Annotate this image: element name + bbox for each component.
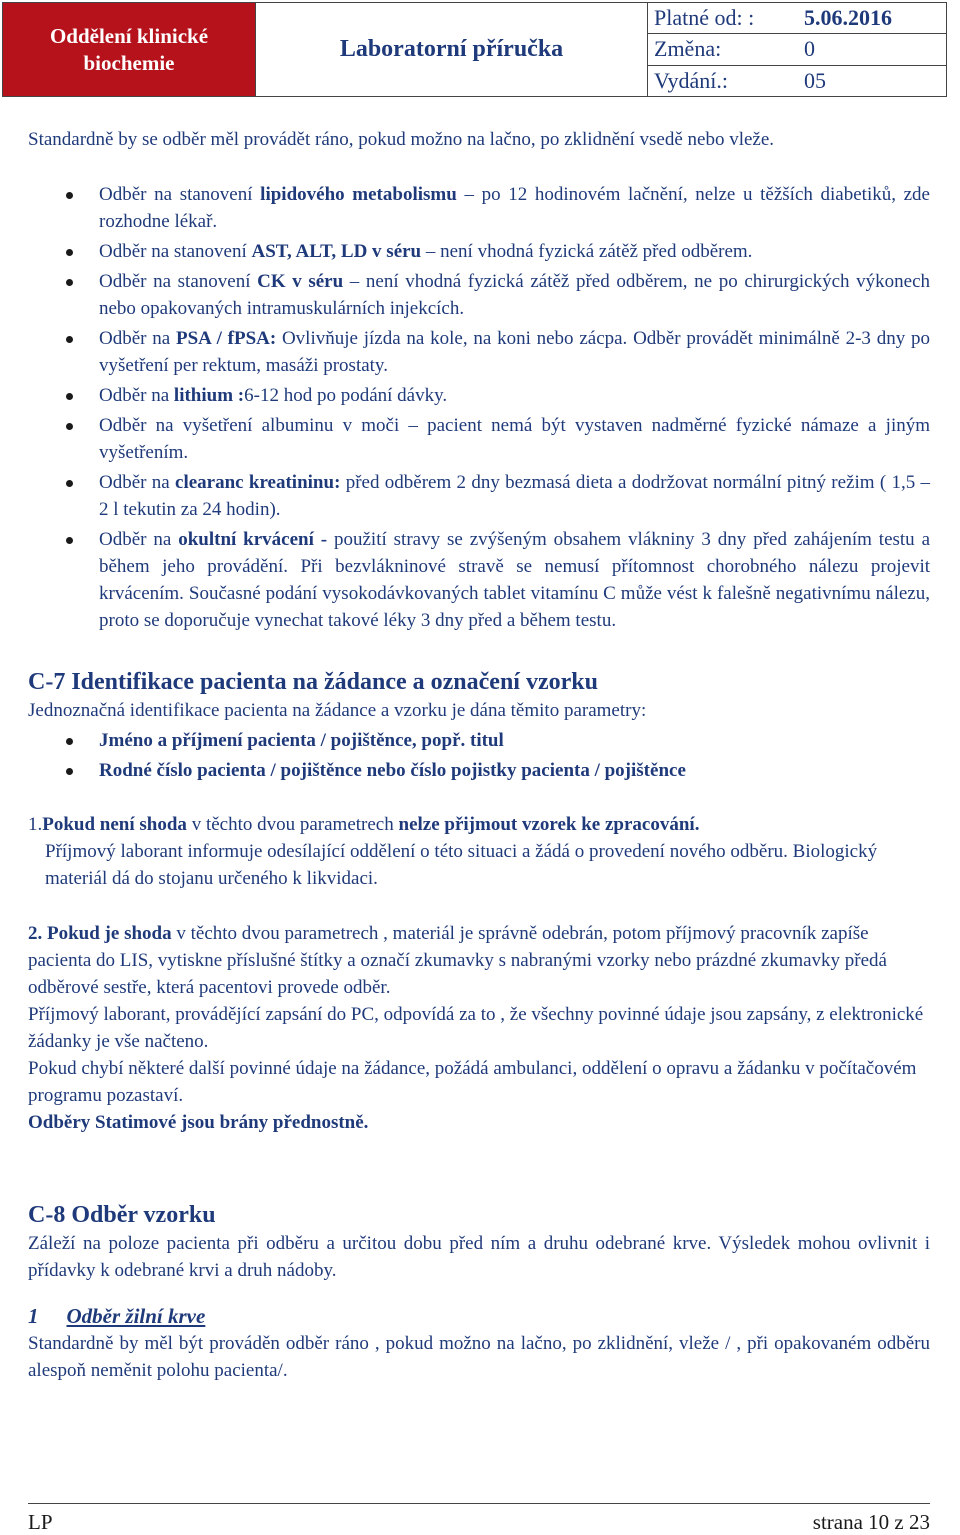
list-item: Odběr na lithium :6-12 hod po podání dávky.	[28, 382, 930, 409]
section-c7-intro: Jednoznačná identifikace pacienta na žádance a vzorku je dána těmito parametry:	[28, 700, 647, 721]
list-item: Jméno a příjmení pacienta / pojištěnce, popř. titul	[28, 727, 930, 754]
list-item: Odběr na vyšetření albuminu v moči – pacient nemá být vystaven nadměrné fyzické námaze a jiným vyšetřením.	[28, 412, 930, 466]
venous-blood-heading: 1 Odběr žilní krve	[28, 1304, 206, 1328]
match-paragraph: 2. Pokud je shoda v těchto dvou parametrech , materiál je správně odebrán, potom příjmový pracovník zapíše pacienta do LIS, vytiskne příslušné štítky a označí zkumavky s nabranými vzorky nebo prázdné zkumavky předá odběrové sestře, která pacentovi provede odběr.	[28, 923, 887, 998]
page-number: strana 10 z 23	[812, 1510, 930, 1534]
no-match-paragraph: 1.Pokud není shoda v těchto dvou parametrech nelze přijmout vzorek ke zpracování.	[28, 814, 700, 835]
statim-note: Odběry Statimové jsou brány přednostně.	[28, 1112, 369, 1133]
section-c8-text: Záleží na poloze pacienta při odběru a určitou dobu před ním a druhu odebrané krve. Výsledek mohou ovlivnit i přídavky k odebrané krvi a druh nádoby.	[28, 1233, 930, 1281]
change-label: Změna:	[654, 36, 722, 62]
intro-paragraph: Standardně by se odběr měl provádět ráno, pokud možno na lačno, po zklidnění vsedě nebo vleže.	[28, 129, 775, 150]
list-item: Odběr na stanovení AST, ALT, LD v séru – není vhodná fyzická zátěž před odběrem.	[28, 238, 930, 265]
page-content	[28, 126, 930, 1384]
footer-left: LP	[28, 1510, 53, 1534]
responsibility-paragraph: Příjmový laborant, provádějící zapsání do PC, odpovídá za to , že všechny povinné údaje jsou zapsány, z elektronické žádanky je vše načteno.	[28, 1004, 924, 1052]
document-meta	[647, 3, 946, 96]
issue-row	[648, 66, 946, 96]
valid-from-label: Platné od: :	[654, 5, 755, 31]
section-c7-title: C-7 Identifikace pacienta na žádance a označení vzorku	[28, 669, 598, 695]
missing-data-paragraph: Pokud chybí některé další povinné údaje na žádance, požádá ambulanci, oddělení o opravu a žádanku v počítačovém programu pozastaví.	[28, 1058, 917, 1106]
valid-from-row	[648, 3, 946, 34]
list-item: Odběr na stanovení CK v séru – není vhodná fyzická zátěž před odběrem, ne po chirurgických výkonech nebo opakovaných intramuskulárních injekcích.	[28, 268, 930, 322]
list-item: Odběr na okultní krvácení - použití stravy se zvýšeným obsahem vlákniny 3 dny před zahájením testu a během jeho provádění. Při bezvlákninové stravě se nemusí přítomnost chorobného nálezu projevit krvácením. Současné podání vysokodávkovaných tablet vitamínu C může vést k falešně negativnímu nálezu, proto se doporučuje vynechat takové léky 3 dny před a během testu.	[28, 526, 930, 634]
department-name: Oddělení klinické biochemie	[3, 3, 255, 96]
section-c8-title: C-8 Odběr vzorku	[28, 1202, 216, 1228]
page-footer	[28, 1503, 930, 1535]
list-item: Rodné číslo pacienta / pojištěnce nebo číslo pojistky pacienta / pojištěnce	[28, 757, 930, 784]
venous-blood-text: Standardně by měl být prováděn odběr ráno , pokud možno na lačno, po zklidnění, vleže / , při opakovaném odběru alespoň neměnit polohu pacienta/.	[28, 1333, 930, 1381]
issue-label: Vydání.:	[654, 67, 728, 93]
change-value: 0	[804, 36, 815, 62]
identification-params-list	[28, 727, 930, 784]
collection-rules-list	[28, 181, 930, 634]
list-item: Odběr na clearanc kreatininu: před odběrem 2 dny bezmasá dieta a dodržovat normální pitný režim ( 1,5 – 2 l tekutin za 24 hodin).	[28, 469, 930, 523]
list-item: Odběr na stanovení lipidového metabolismu – po 12 hodinovém lačnění, nelze u těžších diabetiků, zde rozhodne lékař.	[28, 181, 930, 235]
document-header	[2, 2, 947, 97]
no-match-detail: Příjmový laborant informuje odesílající oddělení o této situaci a žádá o provedení nového odběru. Biologický materiál dá do stojanu určeného k likvidaci.	[45, 841, 878, 889]
change-row	[648, 34, 946, 65]
valid-from-value: 5.06.2016	[804, 5, 892, 31]
issue-value: 05	[804, 67, 826, 93]
list-item: Odběr na PSA / fPSA: Ovlivňuje jízda na kole, na koni nebo zácpa. Odběr provádět minimálně 2-3 dny po vyšetření per rektum, masáži prostaty.	[28, 325, 930, 379]
document-title: Laboratorní příručka	[255, 3, 647, 96]
